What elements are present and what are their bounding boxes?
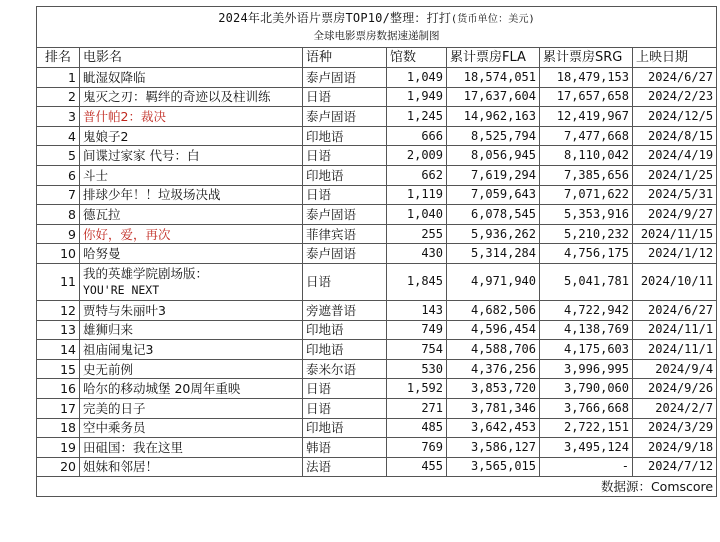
gross-srg-cell: 2,722,151 [540,418,633,438]
language-cell: 韩语 [303,438,387,458]
source-row [37,477,717,497]
rank-cell: 3 [37,107,80,127]
language-cell: 日语 [303,379,387,399]
gross-fla-cell: 7,059,643 [447,185,540,205]
rank-cell: 13 [37,320,80,340]
title-cell: 鬼灭之刃：羁绊的奇迹以及柱训练 [80,87,303,107]
language-cell: 泰米尔语 [303,359,387,379]
title-cell: 间谍过家家 代号：白 [80,146,303,166]
gross-fla-cell: 3,781,346 [447,398,540,418]
rank-cell: 17 [37,398,80,418]
rank-cell: 9 [37,224,80,244]
title-cell: 史无前例 [80,359,303,379]
table-row [37,418,717,438]
gross-srg-cell: 4,138,769 [540,320,633,340]
theaters-cell: 1,119 [387,185,447,205]
theaters-cell: 430 [387,244,447,264]
table-row [37,146,717,166]
gross-srg-cell: 12,419,967 [540,107,633,127]
gross-srg-cell: 3,790,060 [540,379,633,399]
rank-cell: 4 [37,126,80,146]
gross-srg-cell: 4,756,175 [540,244,633,264]
table-row [37,68,717,88]
release-date-cell: 2024/5/31 [633,185,717,205]
gross-fla-cell: 4,596,454 [447,320,540,340]
release-date-cell: 2024/6/27 [633,300,717,320]
language-cell: 菲律宾语 [303,224,387,244]
theaters-cell: 485 [387,418,447,438]
rank-cell: 11 [37,263,80,300]
rank-cell: 6 [37,165,80,185]
table-row [37,438,717,458]
gross-fla-cell: 6,078,545 [447,205,540,225]
gross-fla-cell: 17,637,604 [447,87,540,107]
language-cell: 日语 [303,185,387,205]
box-office-table [36,6,717,497]
language-cell: 印地语 [303,320,387,340]
rank-cell: 5 [37,146,80,166]
table-row [37,457,717,477]
gross-srg-cell: 5,210,232 [540,224,633,244]
gross-fla-cell: 3,853,720 [447,379,540,399]
release-date-cell: 2024/1/25 [633,165,717,185]
rank-cell: 7 [37,185,80,205]
gross-fla-cell: 8,056,945 [447,146,540,166]
header-rank: 排名 [37,48,80,68]
theaters-cell: 1,949 [387,87,447,107]
title-cell: 眦湿奴降临 [80,68,303,88]
language-cell: 印地语 [303,340,387,360]
gross-srg-cell: 5,041,781 [540,263,633,300]
release-date-cell: 2024/9/26 [633,379,717,399]
title-cell: 雄狮归来 [80,320,303,340]
title-cell: 空中乘务员 [80,418,303,438]
gross-srg-cell: 17,657,658 [540,87,633,107]
gross-fla-cell: 3,565,015 [447,457,540,477]
header-language: 语种 [303,48,387,68]
release-date-cell: 2024/10/11 [633,263,717,300]
language-cell: 印地语 [303,418,387,438]
theaters-cell: 769 [387,438,447,458]
rank-cell: 19 [37,438,80,458]
theaters-cell: 1,245 [387,107,447,127]
language-cell: 日语 [303,146,387,166]
gross-fla-cell: 7,619,294 [447,165,540,185]
title-cell [37,7,717,48]
theaters-cell: 271 [387,398,447,418]
theaters-cell: 1,845 [387,263,447,300]
theaters-cell: 143 [387,300,447,320]
gross-fla-cell: 8,525,794 [447,126,540,146]
header-row [37,48,717,68]
rank-cell: 20 [37,457,80,477]
title-cell: 德瓦拉 [80,205,303,225]
table-row [37,379,717,399]
language-cell: 旁遮普语 [303,300,387,320]
theaters-cell: 530 [387,359,447,379]
title-cell: 鬼娘子2 [80,126,303,146]
table-row [37,263,717,300]
gross-fla-cell: 5,936,262 [447,224,540,244]
theaters-cell: 455 [387,457,447,477]
gross-fla-cell: 4,682,506 [447,300,540,320]
table-row [37,398,717,418]
release-date-cell: 2024/11/15 [633,224,717,244]
release-date-cell: 2024/2/7 [633,398,717,418]
rank-cell: 2 [37,87,80,107]
theaters-cell: 754 [387,340,447,360]
header-title: 电影名 [80,48,303,68]
table-row [37,300,717,320]
table-row [37,244,717,264]
language-cell: 印地语 [303,126,387,146]
theaters-cell: 1,592 [387,379,447,399]
theaters-cell: 749 [387,320,447,340]
gross-fla-cell: 4,588,706 [447,340,540,360]
release-date-cell: 2024/8/15 [633,126,717,146]
gross-srg-cell: 4,175,603 [540,340,633,360]
rank-cell: 15 [37,359,80,379]
title-cell: 哈尔的移动城堡 20周年重映 [80,379,303,399]
release-date-cell: 2024/2/23 [633,87,717,107]
gross-fla-cell: 3,642,453 [447,418,540,438]
table-row [37,320,717,340]
rank-cell: 16 [37,379,80,399]
language-cell: 日语 [303,263,387,300]
theaters-cell: 666 [387,126,447,146]
language-cell: 泰卢固语 [303,68,387,88]
table-title-text: 2024年北美外语片票房TOP10/整理：打打 [218,11,452,25]
title-cell: 祖庙闹鬼记3 [80,340,303,360]
gross-srg-cell: 5,353,916 [540,205,633,225]
title-cell [80,263,303,300]
title-cell: 你好，爱，再次 [80,224,303,244]
gross-fla-cell: 14,962,163 [447,107,540,127]
language-cell: 泰卢固语 [303,205,387,225]
title-cell: 普什帕2：裁决 [80,107,303,127]
theaters-cell: 255 [387,224,447,244]
rank-cell: 12 [37,300,80,320]
header-release-date: 上映日期 [633,48,717,68]
gross-srg-cell: 7,071,622 [540,185,633,205]
title-line-2: YOU'RE NEXT [83,282,160,297]
release-date-cell: 2024/9/4 [633,359,717,379]
title-row [37,7,717,48]
rank-cell: 10 [37,244,80,264]
title-cell: 完美的日子 [80,398,303,418]
gross-fla-cell: 5,314,284 [447,244,540,264]
theaters-cell: 2,009 [387,146,447,166]
table-row [37,87,717,107]
title-line-1: 我的英雄学院剧场版： [83,265,209,281]
header-theaters: 馆数 [387,48,447,68]
release-date-cell: 2024/9/18 [633,438,717,458]
gross-srg-cell: 8,110,042 [540,146,633,166]
theaters-cell: 1,049 [387,68,447,88]
rank-cell: 14 [37,340,80,360]
gross-srg-cell: 7,477,668 [540,126,633,146]
language-cell: 印地语 [303,165,387,185]
table-row [37,185,717,205]
theaters-cell: 662 [387,165,447,185]
gross-fla-cell: 4,376,256 [447,359,540,379]
language-cell: 泰卢固语 [303,107,387,127]
table-row [37,205,717,225]
table-body [37,68,717,477]
gross-srg-cell: 3,495,124 [540,438,633,458]
release-date-cell: 2024/3/29 [633,418,717,438]
release-date-cell: 2024/11/1 [633,320,717,340]
release-date-cell: 2024/9/27 [633,205,717,225]
gross-srg-cell: 4,722,942 [540,300,633,320]
language-cell: 日语 [303,87,387,107]
title-cell: 排球少年！！垃圾场决战 [80,185,303,205]
table-row [37,359,717,379]
release-date-cell: 2024/6/27 [633,68,717,88]
gross-srg-cell: 3,996,995 [540,359,633,379]
gross-srg-cell: 7,385,656 [540,165,633,185]
gross-srg-cell: 18,479,153 [540,68,633,88]
gross-fla-cell: 3,586,127 [447,438,540,458]
header-gross-srg: 累计票房SRG [540,48,633,68]
gross-srg-cell: - [540,457,633,477]
rank-cell: 8 [37,205,80,225]
table-row [37,126,717,146]
box-office-table-container [36,6,714,497]
release-date-cell: 2024/1/12 [633,244,717,264]
title-cell: 斗士 [80,165,303,185]
title-cell: 姐妹和邻居！ [80,457,303,477]
title-cell: 田砠国：我在这里 [80,438,303,458]
release-date-cell: 2024/7/12 [633,457,717,477]
gross-fla-cell: 4,971,940 [447,263,540,300]
language-cell: 日语 [303,398,387,418]
rank-cell: 1 [37,68,80,88]
source-note: 数据源：Comscore [37,477,717,497]
header-gross-fla: 累计票房FLA [447,48,540,68]
table-row [37,224,717,244]
table-subtitle: 全球电影票房数据速递制图 [313,30,440,42]
currency-unit-note: (货币单位：美元) [451,14,535,25]
gross-fla-cell: 18,574,051 [447,68,540,88]
release-date-cell: 2024/4/19 [633,146,717,166]
table-row [37,107,717,127]
language-cell: 法语 [303,457,387,477]
language-cell: 泰卢固语 [303,244,387,264]
release-date-cell: 2024/12/5 [633,107,717,127]
gross-srg-cell: 3,766,668 [540,398,633,418]
theaters-cell: 1,040 [387,205,447,225]
rank-cell: 18 [37,418,80,438]
title-cell: 哈努曼 [80,244,303,264]
table-title [37,10,716,28]
table-row [37,165,717,185]
table-row [37,340,717,360]
release-date-cell: 2024/11/1 [633,340,717,360]
title-cell: 贾特与朱丽叶3 [80,300,303,320]
